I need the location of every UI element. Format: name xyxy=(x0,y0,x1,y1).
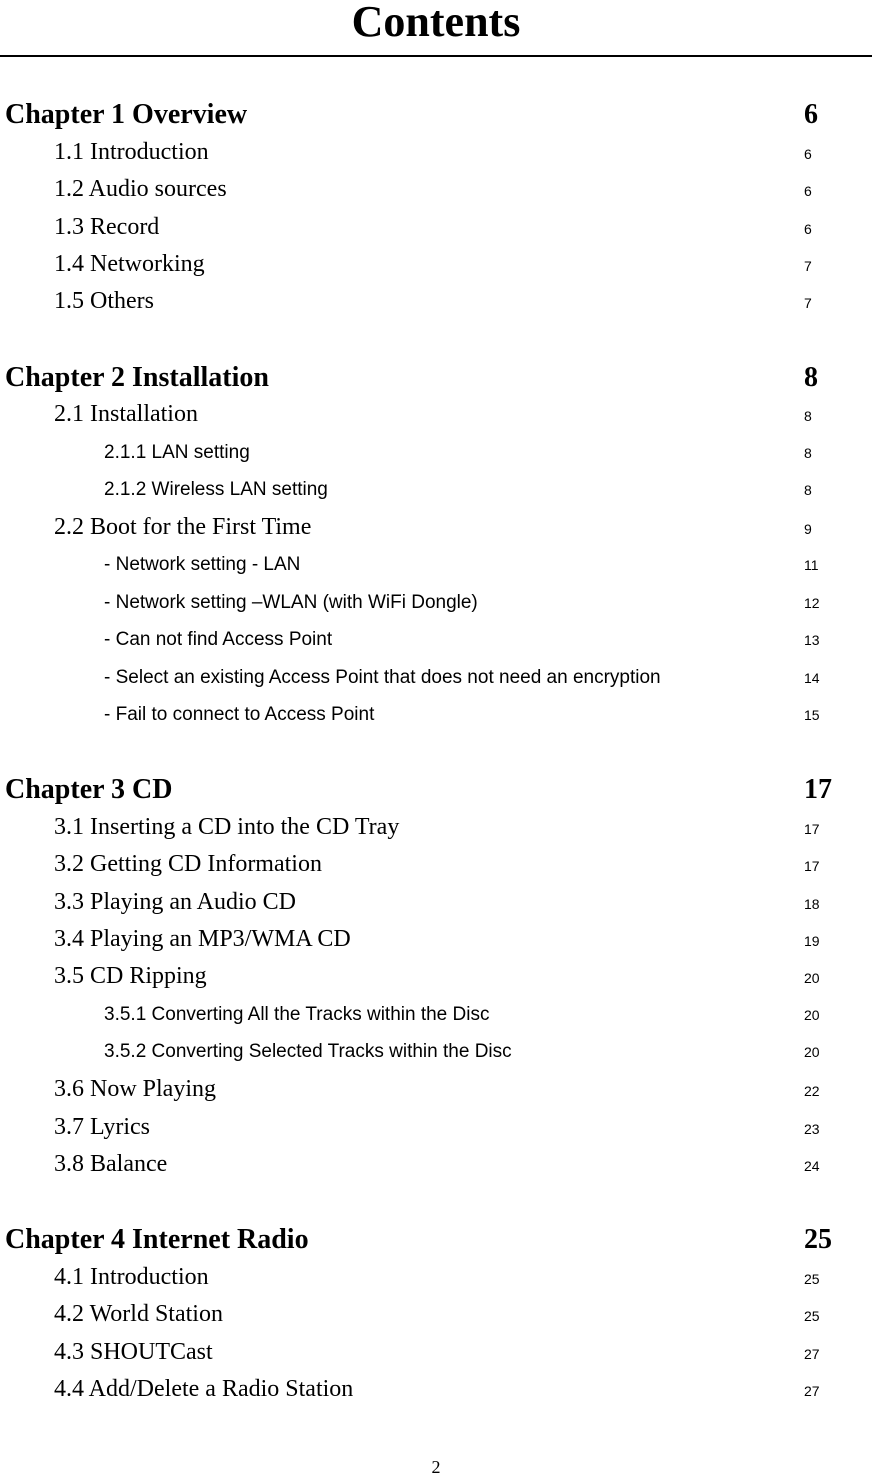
page-number-footer: 2 xyxy=(431,1457,441,1477)
entry-page-number: 17 xyxy=(804,821,820,837)
entry-page-number: 6 xyxy=(804,146,812,162)
chapter-page-number: 8 xyxy=(804,362,818,393)
page-title: Contents xyxy=(351,0,521,46)
entry-title: 1.5 Others xyxy=(54,288,154,314)
entry-title: 1.4 Networking xyxy=(54,251,205,277)
entry-title: 2.1 Installation xyxy=(54,401,198,427)
subentry-title: - Fail to connect to Access Point xyxy=(104,704,375,725)
subentry-title: - Network setting - LAN xyxy=(104,554,301,575)
entry-title: 3.6 Now Playing xyxy=(54,1076,216,1102)
entry-page-number: 24 xyxy=(804,1158,820,1174)
entry-title: 3.7 Lyrics xyxy=(54,1114,150,1140)
subentry-page-number: 14 xyxy=(804,670,820,686)
chapter-title: Chapter 4 Internet Radio xyxy=(5,1224,309,1255)
title-divider xyxy=(0,55,872,57)
subentry-page-number: 12 xyxy=(804,595,820,611)
subentry-title: 2.1.2 Wireless LAN setting xyxy=(104,479,328,500)
subentry-page-number: 11 xyxy=(804,557,819,573)
entry-page-number: 18 xyxy=(804,896,820,912)
subentry-page-number: 8 xyxy=(804,445,812,461)
entry-title: 1.2 Audio sources xyxy=(54,176,227,202)
entry-page-number: 23 xyxy=(804,1121,820,1137)
chapter-title: Chapter 1 Overview xyxy=(5,99,248,130)
chapter-page-number: 17 xyxy=(804,774,832,805)
entry-page-number: 25 xyxy=(804,1308,820,1324)
subentry-page-number: 20 xyxy=(804,1007,820,1023)
chapter-title: Chapter 2 Installation xyxy=(5,362,269,393)
entry-title: 3.4 Playing an MP3/WMA CD xyxy=(54,926,351,952)
entry-title: 4.2 World Station xyxy=(54,1301,223,1327)
entry-page-number: 9 xyxy=(804,521,812,537)
entry-title: 1.1 Introduction xyxy=(54,139,209,165)
entry-title: 4.4 Add/Delete a Radio Station xyxy=(54,1376,354,1402)
entry-title: 2.2 Boot for the First Time xyxy=(54,514,312,540)
subentry-page-number: 20 xyxy=(804,1044,820,1060)
entry-title: 3.5 CD Ripping xyxy=(54,963,207,989)
entry-page-number: 25 xyxy=(804,1271,820,1287)
entry-title: 3.8 Balance xyxy=(54,1151,168,1177)
subentry-title: 3.5.2 Converting Selected Tracks within the Disc xyxy=(104,1041,512,1062)
entry-title: 3.1 Inserting a CD into the CD Tray xyxy=(54,814,400,840)
subentry-title: - Select an existing Access Point that does not need an encryption xyxy=(104,667,661,688)
entry-page-number: 17 xyxy=(804,858,820,874)
entry-page-number: 6 xyxy=(804,221,812,237)
chapter-title: Chapter 3 CD xyxy=(5,774,173,805)
subentry-title: 3.5.1 Converting All the Tracks within the Disc xyxy=(104,1004,490,1025)
entry-title: 3.2 Getting CD Information xyxy=(54,851,322,877)
entry-page-number: 27 xyxy=(804,1383,820,1399)
subentry-title: - Can not find Access Point xyxy=(104,629,333,650)
entry-page-number: 19 xyxy=(804,933,820,949)
entry-page-number: 6 xyxy=(804,183,812,199)
subentry-title: - Network setting –WLAN (with WiFi Dongle) xyxy=(104,592,478,613)
entry-title: 4.1 Introduction xyxy=(54,1264,209,1290)
entry-page-number: 7 xyxy=(804,295,812,311)
entry-page-number: 27 xyxy=(804,1346,820,1362)
chapter-page-number: 6 xyxy=(804,99,818,130)
entry-title: 3.3 Playing an Audio CD xyxy=(54,889,297,915)
subentry-page-number: 8 xyxy=(804,482,812,498)
subentry-page-number: 15 xyxy=(804,707,820,723)
entry-page-number: 20 xyxy=(804,970,820,986)
entry-title: 1.3 Record xyxy=(54,214,160,240)
entry-page-number: 22 xyxy=(804,1083,820,1099)
entry-page-number: 8 xyxy=(804,408,812,424)
chapter-page-number: 25 xyxy=(804,1224,832,1255)
subentry-page-number: 13 xyxy=(804,632,820,648)
subentry-title: 2.1.1 LAN setting xyxy=(104,442,250,463)
entry-page-number: 7 xyxy=(804,258,812,274)
entry-title: 4.3 SHOUTCast xyxy=(54,1339,213,1365)
